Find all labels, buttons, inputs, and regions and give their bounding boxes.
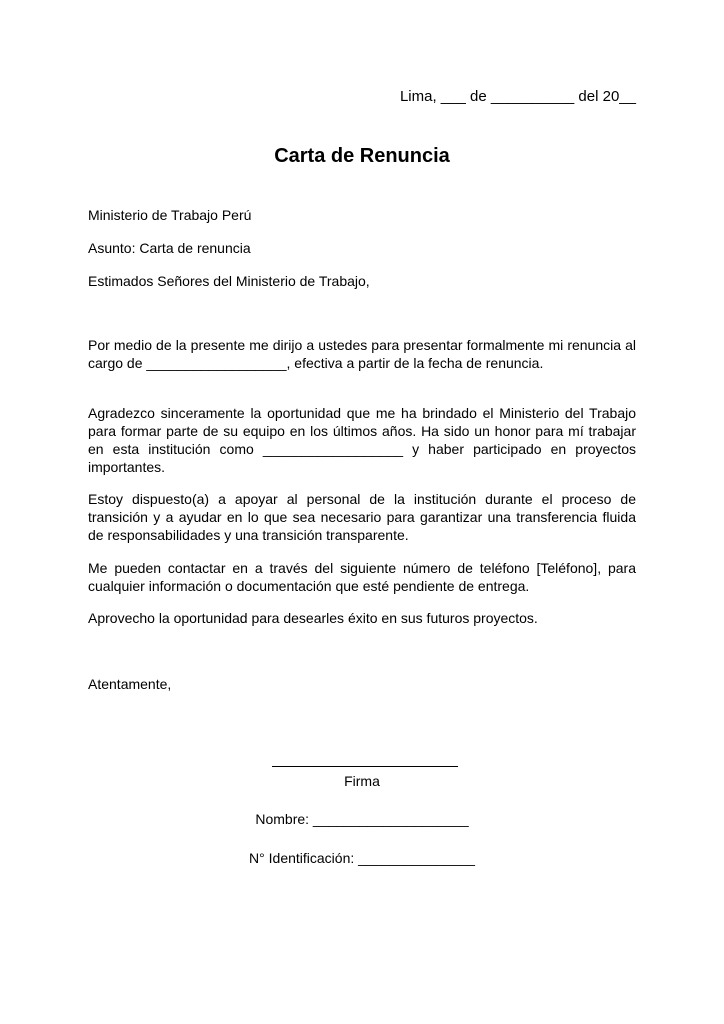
page-title: Carta de Renuncia: [274, 145, 450, 167]
paragraph-resignation: Por medio de la presente me dirijo a ustedes para presentar formalmente mi renuncia al cargo de __________________, efectiva a partir de la fecha de renuncia.: [88, 337, 636, 371]
paragraph-contact: Me pueden contactar en a través del siguiente número de teléfono [Teléfono], para cualquier información o documentación que esté pendiente de entrega.: [88, 560, 636, 594]
paragraph-wishes: Aprovecho la oportunidad para desearles éxito en sus futuros proyectos.: [88, 610, 538, 626]
recipient: Ministerio de Trabajo Perú: [88, 207, 252, 223]
paragraph-transition: Estoy dispuesto(a) a apoyar al personal de la institución durante el proceso de transición y a ayudar en lo que sea necesario para garantizar una transferencia fluida de responsabilidades y una transición transparente.: [88, 491, 636, 543]
name-line: Nombre: ____________________: [255, 811, 469, 827]
subject-line: Asunto: Carta de renuncia: [88, 240, 251, 256]
date-line: Lima, ___ de __________ del 20__: [399, 88, 636, 105]
paragraph-gratitude: Agradezco sinceramente la oportunidad que me ha brindado el Ministerio del Trabajo para formar parte de su equipo en los últimos años. Ha sido un honor para mí trabajar en esta institución como __________________ y haber participado en proyectos importantes.: [88, 405, 636, 475]
signature-rule: [272, 766, 458, 767]
closing: Atentamente,: [88, 676, 172, 692]
signature-label: Firma: [344, 773, 380, 789]
greeting: Estimados Señores del Ministerio de Trabajo,: [88, 273, 370, 289]
id-line: N° Identificación: _______________: [249, 850, 475, 866]
